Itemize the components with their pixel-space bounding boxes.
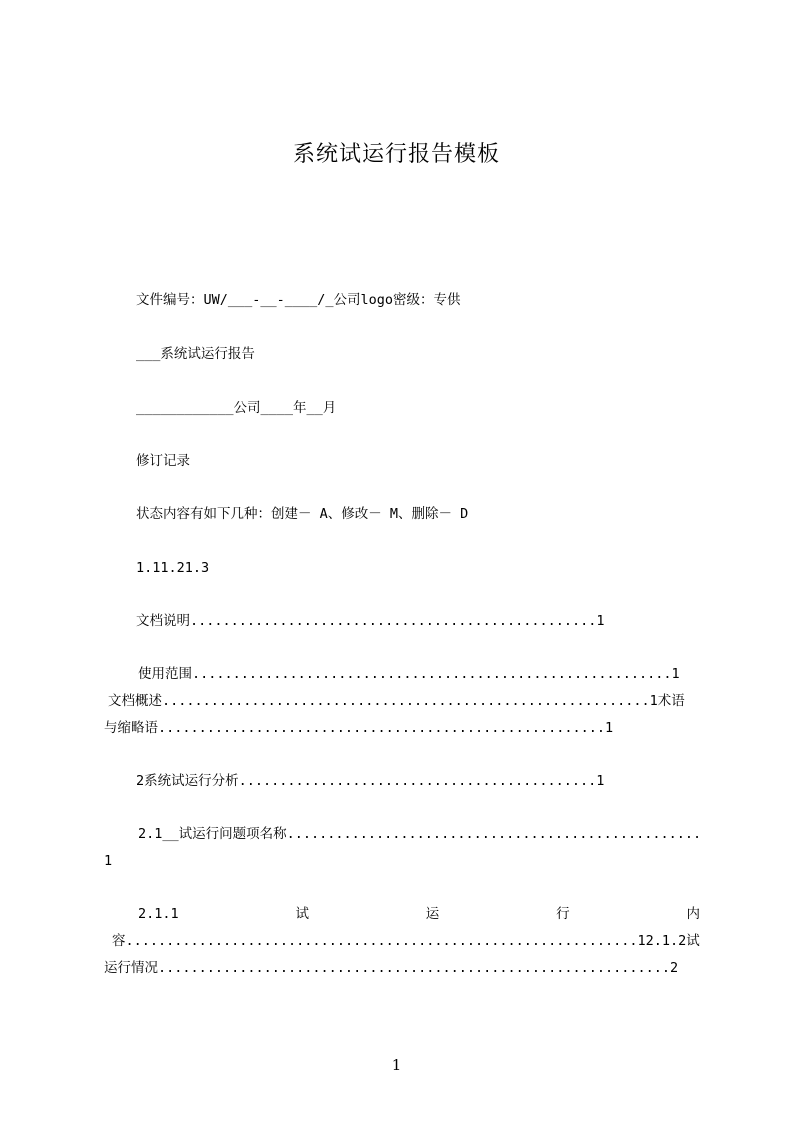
- toc-entry-usage-scope: 使用范围...........................................................1: [138, 666, 680, 682]
- revision-heading: 修订记录: [136, 453, 190, 469]
- toc-entry-overview: 文档概述............................................................1术语: [108, 693, 685, 709]
- toc-entry-issue-item: 2.1__试运行问题项名称...................................................: [138, 826, 702, 842]
- page-number: 1: [391, 1056, 402, 1074]
- report-name-line: ___系统试运行报告: [136, 346, 255, 362]
- toc-entry-analysis: 2系统试运行分析............................................1: [136, 773, 605, 789]
- status-types-line: 状态内容有如下几种：创建－ A、修改－ M、删除－ D: [136, 506, 469, 522]
- toc-content-part: 行: [556, 906, 570, 922]
- toc-entry-issue-page: 1: [104, 853, 113, 869]
- toc-content-part: 试: [295, 906, 309, 922]
- toc-entry-run-status: 运行情况...............................................................2: [104, 960, 679, 976]
- file-number-line: 文件编号：UW/___-__-____/_公司logo密级：专供: [136, 292, 461, 308]
- toc-content-part: 内: [686, 906, 700, 922]
- toc-entry-content-heading: [138, 904, 700, 924]
- toc-entry-content: 容...............................................................12.1.2试: [112, 933, 700, 949]
- company-date-line: ____________公司____年__月: [136, 400, 337, 416]
- section-numbers-line: 1.11.21.3: [136, 560, 210, 576]
- document-title: 系统试运行报告模板: [292, 142, 500, 167]
- toc-content-part: 运: [425, 906, 440, 922]
- toc-content-part: 2.1.1: [138, 906, 179, 922]
- toc-entry-doc-description: 文档说明..................................................1: [136, 613, 605, 629]
- toc-entry-terms: 与缩略语.......................................................1: [104, 720, 614, 736]
